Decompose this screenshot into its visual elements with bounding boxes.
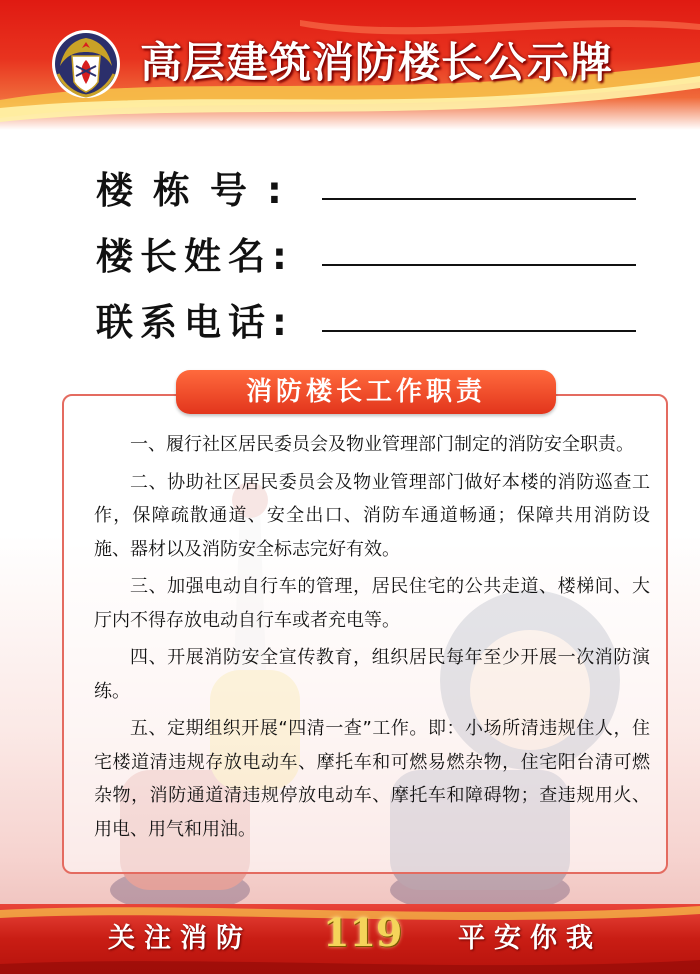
footer-slogan-left: 关注消防 [108, 923, 252, 954]
duty-item: 四、开展消防安全宣传教育，组织居民每年至少开展一次消防演练。 [94, 647, 650, 702]
leader-name-label: 楼长姓名: [96, 235, 294, 278]
footer-slogan-right: 平安你我 [458, 923, 602, 954]
duty-item: 三、加强电动自行车的管理，居民住宅的公共走道、楼梯间、大厅内不得存放电动自行车或者充电等。 [94, 576, 650, 631]
building-number-line [322, 198, 636, 200]
fire-rescue-emblem-icon [50, 26, 122, 102]
duties-title: 消防楼长工作职责 [176, 370, 556, 414]
duty-item: 五、定期组织开展“四清一查”工作。即：小场所清违规住人，住宅楼道清违规存放电动车、摩托车和可燃易燃杂物，住宅阳台清可燃杂物，消防通道清违规停放电动车、摩托车和障碍物；查违规用火、用电、用气和用油。 [94, 718, 650, 840]
building-number-label: 楼栋号: [96, 169, 302, 212]
header-banner [0, 0, 700, 130]
leader-name-line [322, 264, 636, 266]
contact-phone-line [322, 330, 636, 332]
footer-emergency-number: 119 [323, 910, 403, 955]
page-title: 高层建筑消防楼长公示牌 [140, 38, 614, 87]
contact-phone-label: 联系电话: [96, 301, 294, 344]
duty-item: 一、履行社区居民委员会及物业管理部门制定的消防安全职责。 [130, 434, 634, 455]
duties-list [94, 428, 650, 850]
duty-item: 二、协助社区居民委员会及物业管理部门做好本楼的消防巡查工作，保障疏散通道、安全出口、消防车通道畅通；保障共用消防设施、器材以及消防安全标志完好有效。 [94, 471, 650, 560]
